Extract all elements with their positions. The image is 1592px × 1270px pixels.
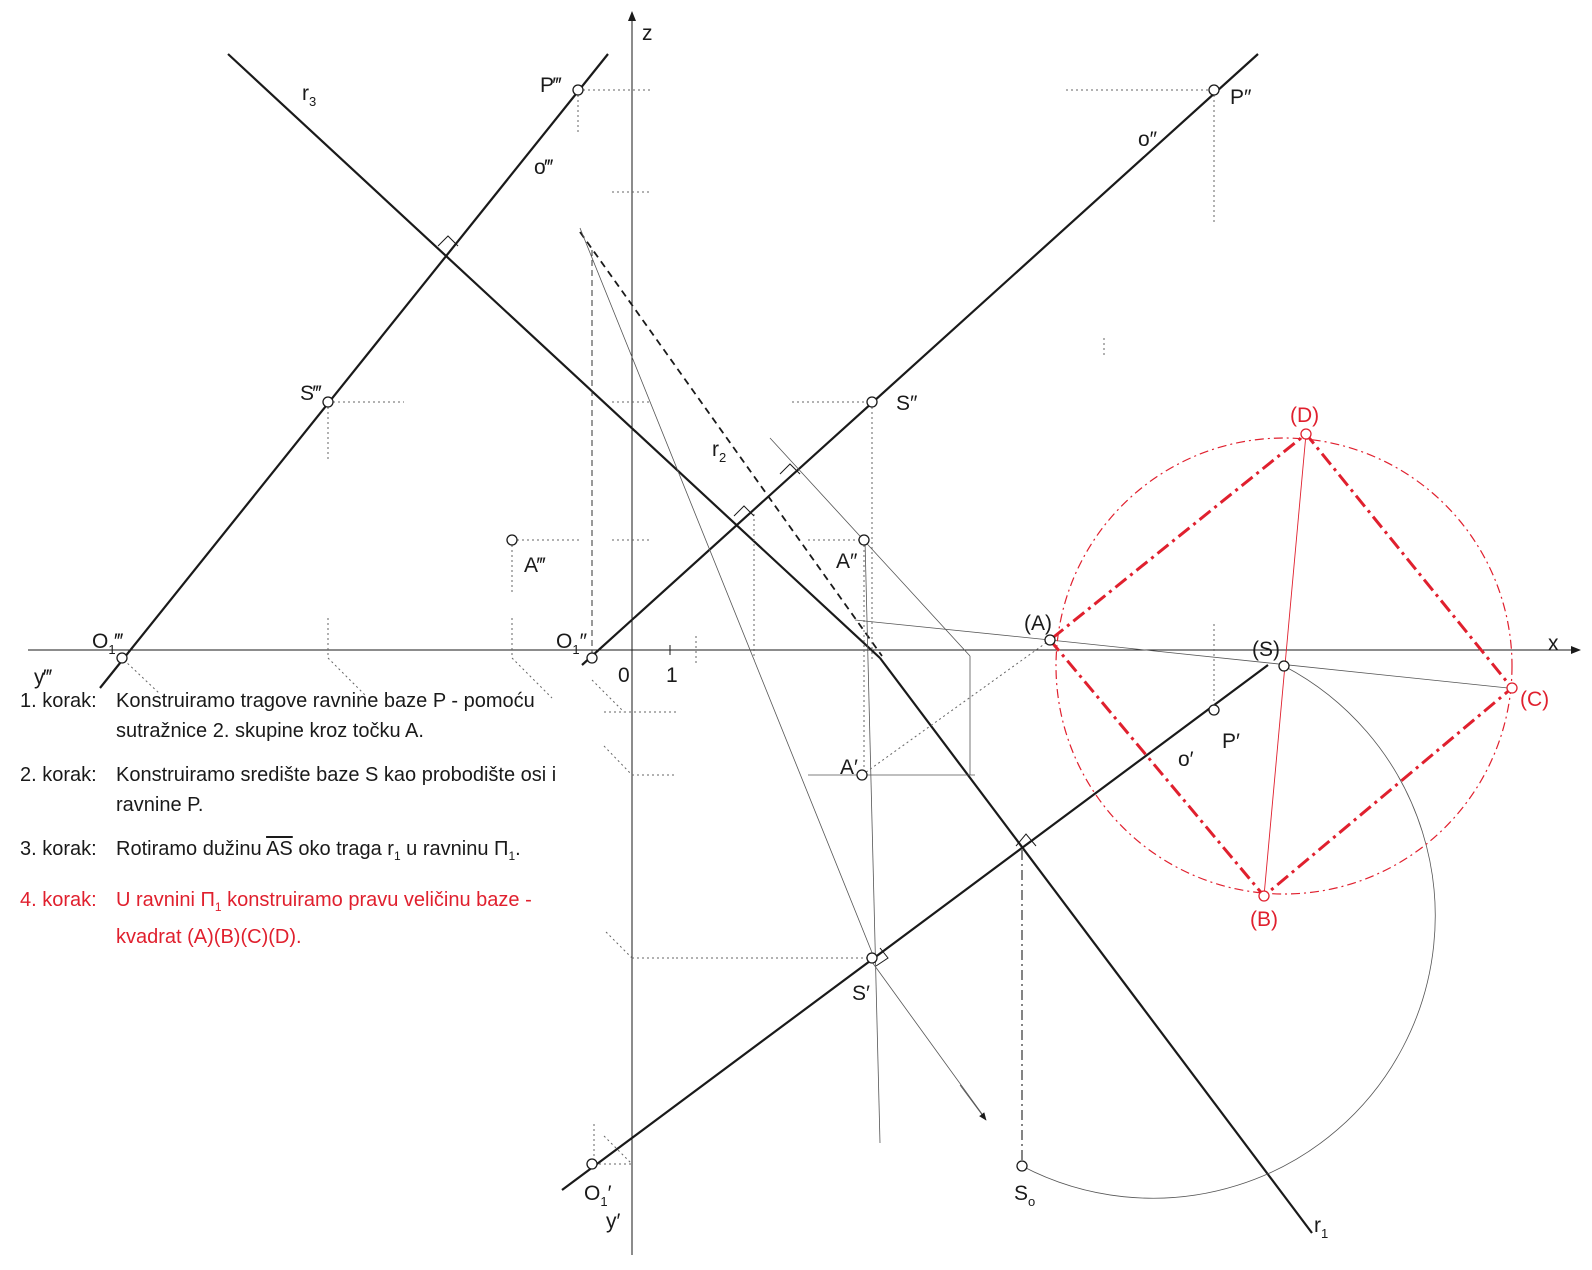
thin-line-a [580, 228, 873, 955]
dotted-a1-ra [862, 640, 1050, 775]
point-rc [1507, 683, 1517, 693]
point-p2 [1209, 85, 1219, 95]
thin-line-h [872, 962, 985, 1118]
dotted-diag-7 [604, 746, 632, 775]
step-3 [20, 834, 600, 871]
step-number: 4. korak: [20, 889, 97, 911]
step-text: Konstruiramo središte baze S kao probodište osi i ravnine P. [116, 764, 557, 816]
step-number: 1. korak: [20, 690, 97, 712]
point-p3 [573, 85, 583, 95]
point-o12 [587, 653, 597, 663]
label-p2: P″ [1230, 86, 1252, 109]
label-x: x [1548, 632, 1559, 655]
point-rb [1259, 891, 1269, 901]
label-r1: $r_1$ [1314, 1214, 1329, 1241]
label-o13: $O_1‴$ [92, 630, 124, 657]
label-a1: A′ [840, 756, 858, 779]
label-rc: (C) [1520, 688, 1550, 711]
thin-line-b [770, 438, 970, 656]
point-o13 [117, 653, 127, 663]
step-2 [20, 760, 600, 820]
label-o1: o′ [1178, 748, 1194, 771]
label-rs: (S) [1252, 638, 1280, 661]
label-o3: o‴ [534, 156, 554, 179]
point-p1 [1209, 705, 1219, 715]
point-s1 [867, 953, 877, 963]
label-origin: 0 [618, 664, 630, 687]
step-4 [20, 885, 600, 952]
point-a3 [507, 535, 517, 545]
arrow-line [960, 1085, 986, 1120]
step-number: 3. korak: [20, 838, 97, 860]
step-text: Rotiramo dužinu $\overline{AS}$ oko traga $r_1$ u ravninu $\Pi_1$. [116, 838, 521, 863]
label-s3: S‴ [300, 382, 322, 405]
point-a2 [859, 535, 869, 545]
label-a2: A″ [836, 550, 858, 573]
step-text: U ravnini $\Pi_1$ konstruiramo pravu veličinu baze - kvadrat (A)(B)(C)(D). [116, 889, 532, 948]
label-o2: o″ [1138, 128, 1158, 151]
point-s2 [867, 397, 877, 407]
o3-line [100, 54, 608, 688]
label-rd: (D) [1290, 404, 1320, 427]
right-angle-3 [780, 464, 800, 474]
point-o11 [587, 1159, 597, 1169]
label-s1: S′ [852, 982, 870, 1005]
label-r2: $r_2$ [712, 438, 727, 465]
label-so: $S_o$ [1014, 1182, 1036, 1209]
right-angle-5 [876, 948, 888, 966]
label-p1: P′ [1222, 730, 1240, 753]
o1-line [562, 665, 1268, 1190]
label-ra: (A) [1024, 612, 1052, 635]
label-o12: $O_1''$ [556, 630, 588, 657]
r2-dashed [580, 232, 882, 656]
step-1 [20, 686, 600, 746]
point-rd [1301, 429, 1311, 439]
step-text: Konstruiramo tragove ravnine baze P - pomoću sutražnice 2. skupine kroz točku A. [116, 690, 535, 742]
dotted-diag-8 [606, 932, 632, 958]
step-number: 2. korak: [20, 764, 97, 786]
label-y3: y‴ [34, 666, 52, 689]
point-so [1017, 1161, 1027, 1171]
point-rs [1279, 661, 1289, 671]
steps-list [20, 686, 600, 966]
r3-line [228, 54, 880, 658]
label-y1: y′ [606, 1210, 621, 1233]
point-s3 [323, 397, 333, 407]
thin-line-c [865, 540, 880, 1143]
label-rb: (B) [1250, 908, 1278, 931]
label-s2: S″ [896, 392, 918, 415]
r1-line [880, 658, 1312, 1233]
point-ra [1045, 635, 1055, 645]
label-a3: A‴ [524, 554, 546, 577]
label-r3: $r_3$ [302, 82, 317, 109]
label-z: z [642, 22, 653, 45]
label-unit: 1 [666, 664, 678, 687]
point-a1 [857, 770, 867, 780]
label-p3: P‴ [540, 74, 562, 97]
label-o11: $O_1'$ [584, 1182, 612, 1209]
